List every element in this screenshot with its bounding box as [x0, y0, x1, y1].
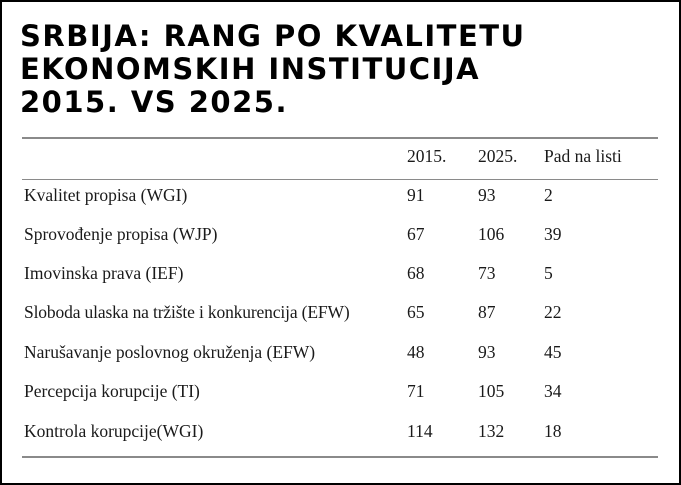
row-value-2015: 67	[407, 224, 425, 244]
row-value-2015: 71	[407, 381, 425, 401]
row-label: Sprovođenje propisa (WJP)	[24, 224, 218, 244]
table-bottom-rule	[22, 456, 658, 458]
row-value-2025: 93	[478, 342, 496, 362]
title-line-3: 2015. VS 2025.	[20, 85, 288, 119]
row-value-pad: 45	[544, 342, 562, 362]
row-value-2025: 105	[478, 381, 505, 401]
page-title	[20, 20, 526, 119]
row-value-pad: 5	[544, 263, 553, 283]
row-label: Kontrola korupcije(WGI)	[24, 421, 204, 441]
row-value-2025: 73	[478, 263, 496, 283]
row-label: Percepcija korupcije (TI)	[24, 381, 200, 401]
row-value-2015: 48	[407, 342, 425, 362]
title-line-2: EKONOMSKIH INSTITUCIJA	[20, 52, 481, 86]
row-value-pad: 22	[544, 302, 562, 322]
row-label: Narušavanje poslovnog okruženja (EFW)	[24, 342, 316, 362]
table-top-rule	[22, 137, 658, 139]
row-value-2015: 114	[407, 421, 433, 441]
row-value-2015: 68	[407, 263, 425, 283]
header-pad-na-listi: Pad na listi	[544, 146, 622, 166]
row-label: Sloboda ulaska na tržište i konkurencija (EFW)	[24, 302, 350, 322]
row-value-2015: 65	[407, 302, 425, 322]
row-value-2025: 132	[478, 421, 505, 441]
row-value-2025: 87	[478, 302, 496, 322]
header-2025: 2025.	[478, 146, 518, 166]
row-value-pad: 2	[544, 185, 553, 205]
row-label: Kvalitet propisa (WGI)	[24, 185, 188, 205]
row-value-pad: 34	[544, 381, 562, 401]
row-value-2015: 91	[407, 185, 425, 205]
title-line-1: SRBIJA: RANG PO KVALITETU	[20, 19, 526, 53]
header-2015: 2015.	[407, 146, 447, 166]
table-header-rule	[22, 179, 658, 180]
row-value-pad: 39	[544, 224, 562, 244]
row-value-pad: 18	[544, 421, 562, 441]
row-label: Imovinska prava (IEF)	[24, 263, 184, 283]
row-value-2025: 93	[478, 185, 496, 205]
row-value-2025: 106	[478, 224, 505, 244]
